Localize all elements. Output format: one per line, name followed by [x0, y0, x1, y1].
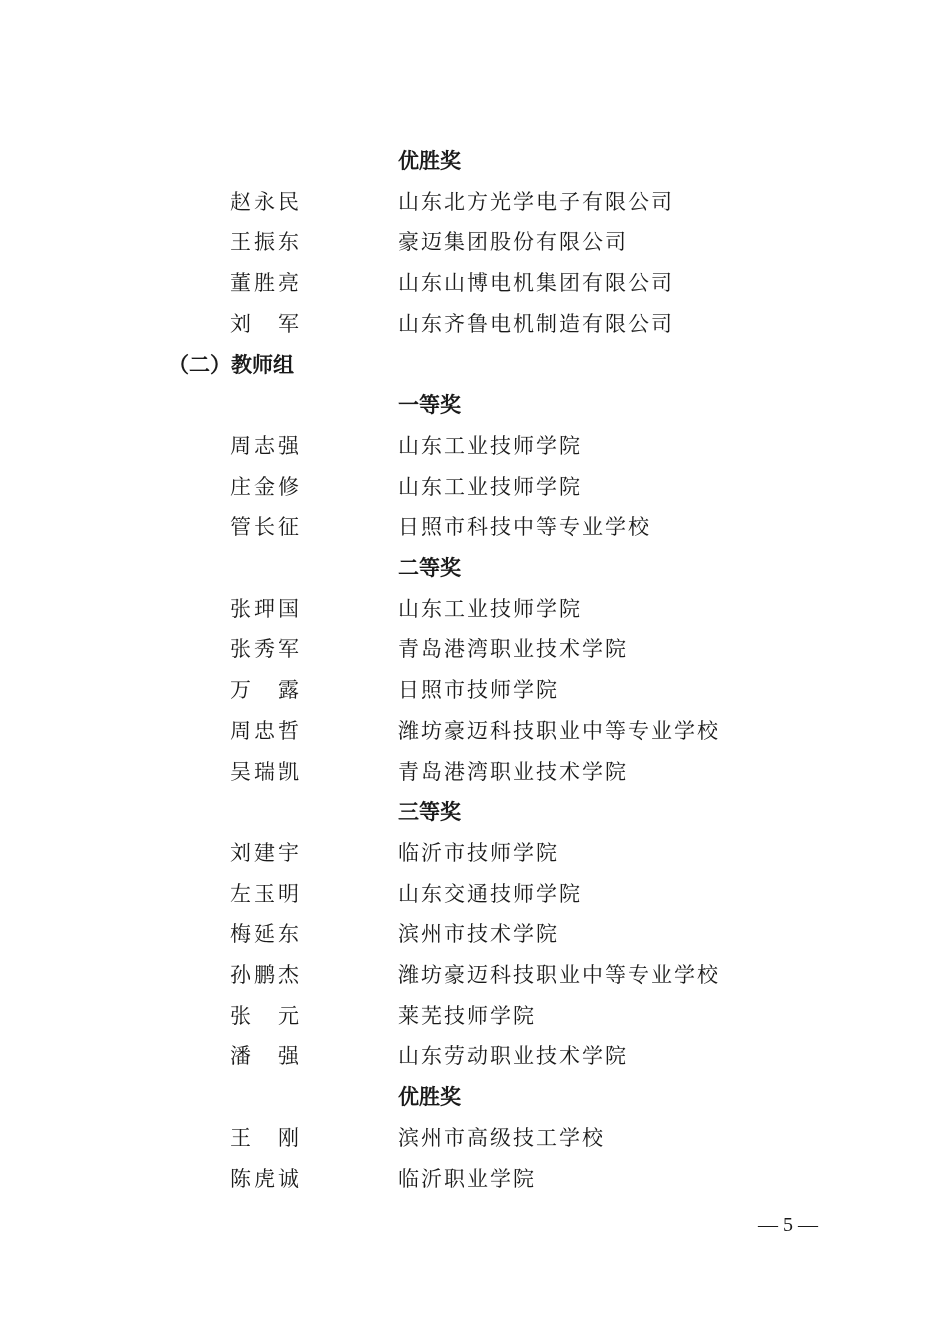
recipient-organization: 潍坊豪迈科技职业中等专业学校 — [398, 719, 720, 743]
recipient-organization: 山东山博电机集团有限公司 — [398, 271, 674, 295]
recipient-name: 梅延东 — [230, 922, 302, 946]
recipient-name: 管长征 — [230, 515, 302, 539]
recipient-organization: 豪迈集团股份有限公司 — [398, 230, 628, 254]
recipient-organization: 日照市科技中等专业学校 — [398, 515, 651, 539]
recipient-name: 刘建宇 — [230, 841, 302, 865]
recipient-organization: 山东工业技师学院 — [398, 434, 582, 458]
award-heading: 优胜奖 — [398, 149, 461, 173]
recipient-name: 王振东 — [230, 230, 302, 254]
recipient-name: 左玉明 — [230, 882, 302, 906]
recipient-name: 张 元 — [230, 1004, 302, 1028]
recipient-name: 刘 军 — [230, 312, 302, 336]
recipient-organization: 临沂职业学院 — [398, 1167, 536, 1191]
group-heading: （二）教师组 — [168, 353, 294, 377]
recipient-organization: 山东工业技师学院 — [398, 475, 582, 499]
recipient-organization: 山东工业技师学院 — [398, 597, 582, 621]
recipient-organization: 山东劳动职业技术学院 — [398, 1044, 628, 1068]
recipient-name: 陈虎诚 — [230, 1167, 302, 1191]
page-number: — 5 — — [758, 1214, 818, 1236]
recipient-name: 潘 强 — [230, 1044, 302, 1068]
recipient-name: 赵永民 — [230, 190, 302, 214]
recipient-name: 周志强 — [230, 434, 302, 458]
recipient-organization: 临沂市技师学院 — [398, 841, 559, 865]
recipient-name: 孙鹏杰 — [230, 963, 302, 987]
recipient-name: 张玾国 — [230, 597, 302, 621]
recipient-organization: 青岛港湾职业技术学院 — [398, 760, 628, 784]
recipient-organization: 山东交通技师学院 — [398, 882, 582, 906]
recipient-name: 张秀军 — [230, 637, 302, 661]
recipient-name: 周忠哲 — [230, 719, 302, 743]
award-heading: 一等奖 — [398, 393, 461, 417]
recipient-organization: 莱芜技师学院 — [398, 1004, 536, 1028]
recipient-organization: 山东北方光学电子有限公司 — [398, 190, 674, 214]
recipient-organization: 滨州市高级技工学校 — [398, 1126, 605, 1150]
recipient-organization: 青岛港湾职业技术学院 — [398, 637, 628, 661]
recipient-organization: 潍坊豪迈科技职业中等专业学校 — [398, 963, 720, 987]
recipient-name: 庄金修 — [230, 475, 302, 499]
award-heading: 二等奖 — [398, 556, 461, 580]
recipient-organization: 山东齐鲁电机制造有限公司 — [398, 312, 674, 336]
award-heading: 三等奖 — [398, 800, 461, 824]
recipient-name: 吴瑞凯 — [230, 760, 302, 784]
recipient-name: 董胜亮 — [230, 271, 302, 295]
recipient-name: 王 刚 — [230, 1126, 302, 1150]
recipient-organization: 滨州市技术学院 — [398, 922, 559, 946]
recipient-name: 万 露 — [230, 678, 302, 702]
recipient-organization: 日照市技师学院 — [398, 678, 559, 702]
award-heading: 优胜奖 — [398, 1085, 461, 1109]
